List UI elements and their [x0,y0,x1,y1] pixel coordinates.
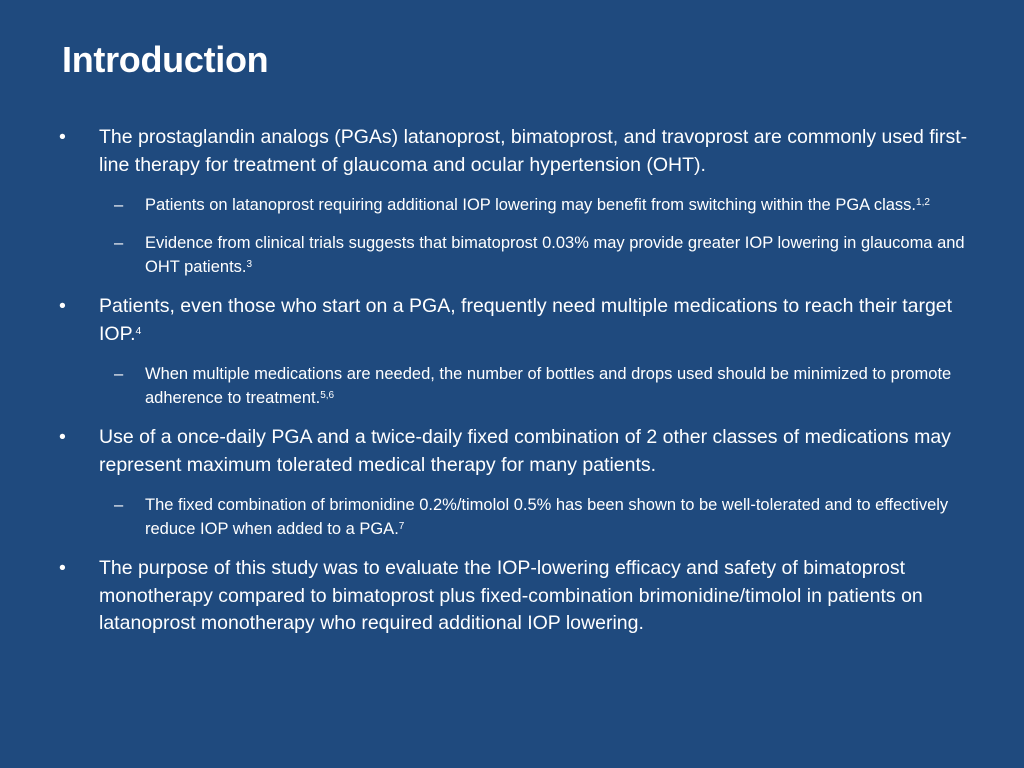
sub-bullet-text: Patients on latanoprost requiring additional IOP lowering may benefit from switching within the PGA class. [145,196,917,214]
sub-bullet-marker: – [114,496,124,514]
citation-ref: 3 [246,259,253,270]
slide-title: Introduction [62,39,269,80]
sub-bullet-text: When multiple medications are needed, the number of bottles and drops used should be minimized to promote adherence to treatment. [145,365,952,407]
bullet-item [56,555,976,638]
sub-bullet-item [56,231,996,279]
bullet-marker: • [59,426,66,448]
sub-bullet-marker: – [114,234,124,252]
bullet-item [56,293,976,348]
bullet-text: The prostaglandin analogs (PGAs) latanoprost, bimatoprost, and travoprost are commonly used first-line therapy for treatment of glaucoma and ocular hypertension (OHT). [99,126,968,176]
bullet-marker: • [59,295,66,317]
sub-bullet-text: Evidence from clinical trials suggests that bimatoprost 0.03% may provide greater IOP lowering in glaucoma and OHT patients. [145,234,965,276]
bullet-list [56,124,976,652]
citation-ref: 7 [398,521,405,532]
sub-bullet-marker: – [114,196,124,214]
bullet-text: The purpose of this study was to evaluate the IOP-lowering efficacy and safety of bimatoprost monotherapy compared to bimatoprost plus fixed-combination brimonidine/timolol in patients on latanoprost monotherapy who required additional IOP lowering. [99,557,923,634]
sub-bullet-item [56,362,996,410]
bullet-marker: • [59,557,66,579]
bullet-text: Use of a once-daily PGA and a twice-daily fixed combination of 2 other classes of medications may represent maximum tolerated medical therapy for many patients. [99,426,951,476]
sub-bullet-text: The fixed combination of brimonidine 0.2%/timolol 0.5% has been shown to be well-tolerated and to effectively reduce IOP when added to a PGA. [145,496,949,538]
bullet-marker: • [59,126,66,148]
sub-bullet-marker: – [114,365,124,383]
bullet-item [56,124,976,179]
citation-ref: 4 [135,324,142,337]
bullet-text: Patients, even those who start on a PGA, frequently need multiple medications to reach their target IOP. [99,295,953,345]
sub-bullet-item [56,193,996,217]
citation-ref: 1,2 [916,197,930,208]
sub-bullet-item [56,493,996,541]
bullet-item [56,424,976,479]
citation-ref: 5,6 [320,390,335,401]
